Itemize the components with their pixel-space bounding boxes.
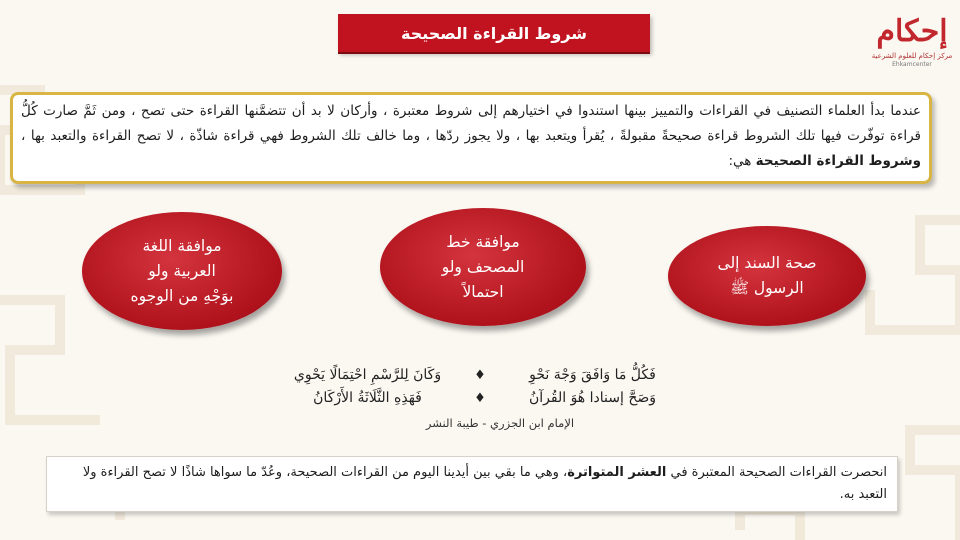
condition-language	[82, 212, 282, 330]
summary-pre: انحصرت القراءات الصحيحة المعتبرة في	[666, 465, 887, 480]
condition-chain-line-2: الرسول ﷺ	[730, 279, 804, 297]
condition-script-line-1: موافقة خط	[446, 232, 520, 251]
poem-separator-icon: ♦	[474, 368, 486, 383]
intro-text: عندما بدأ العلماء التصنيف في القراءات والتمييز بينها استندوا في اختيارهم إلى شروط معتبرة ، وأركان لا بد أن تتضمَّنها القراءة حتى تصح ، ومن ثَمَّ صارت كُلُّ قراءة توفّرت فيها تلك الشروط قراءة صحيحةً مقبولةً ، يُقرأ ويتعبد بها ، ولا يجوز ردّها ، وما خالف تلك الشروط فهي قراءة شاذّة ، لا تصح القراءة والتعبد بها ،	[21, 103, 921, 144]
intro-tail: هي:	[728, 153, 756, 169]
condition-script-line-3: احتمالاً	[462, 282, 504, 301]
poem-line-2-left: فَهَذِهِ الثَّلَاثَةُ الأَرْكَانُ	[313, 390, 422, 406]
logo	[870, 4, 954, 80]
poem-line-1	[270, 364, 690, 387]
intro-box	[10, 92, 932, 184]
poem-line-2	[270, 387, 690, 410]
poem-author: الإمام ابن الجزري - طيبة النشر	[425, 416, 575, 430]
logo-subtitle-small: Ehkamcenter	[892, 61, 932, 68]
poem	[270, 364, 690, 410]
condition-language-line-1: موافقة اللغة	[142, 236, 222, 255]
summary-post: ، وهي ما بقي بين أيدينا اليوم من القراءات الصحيحة، وعُدّ ما سواها شاذًا لا تصح القراءة ولا التعبد به.	[82, 465, 887, 502]
condition-language-line-2: العربية ولو	[148, 261, 216, 280]
poem-line-1-right: فَكُلُّ مَا وَافَقَ وَجْهَ نَحْوِ	[529, 367, 656, 383]
poem-line-1-left: وَكَانَ لِلرَّسْمِ احْتِمَالًا يَحْوِي	[293, 367, 442, 383]
condition-script	[380, 208, 586, 326]
poem-line-2-right: وَصَحَّ إسنادا هُوَ القُرآنُ	[528, 390, 657, 406]
summary-box	[46, 456, 898, 512]
intro-bold: وشروط القراءة الصحيحة	[755, 153, 921, 169]
condition-chain-line-1: صحة السند إلى	[717, 254, 817, 272]
summary-bold: العشر المتواترة	[567, 465, 667, 480]
condition-script-line-2: المصحف ولو	[441, 257, 525, 276]
poem-separator-icon: ♦	[474, 391, 486, 406]
logo-subtitle: مركز إحكام للعلوم الشرعية	[871, 52, 953, 60]
condition-language-line-3: بوَجْهِ من الوجوه	[130, 286, 234, 305]
page-title: شروط القراءة الصحيحة	[338, 14, 650, 52]
logo-mark: إحكام	[876, 14, 948, 49]
condition-chain	[668, 226, 866, 326]
